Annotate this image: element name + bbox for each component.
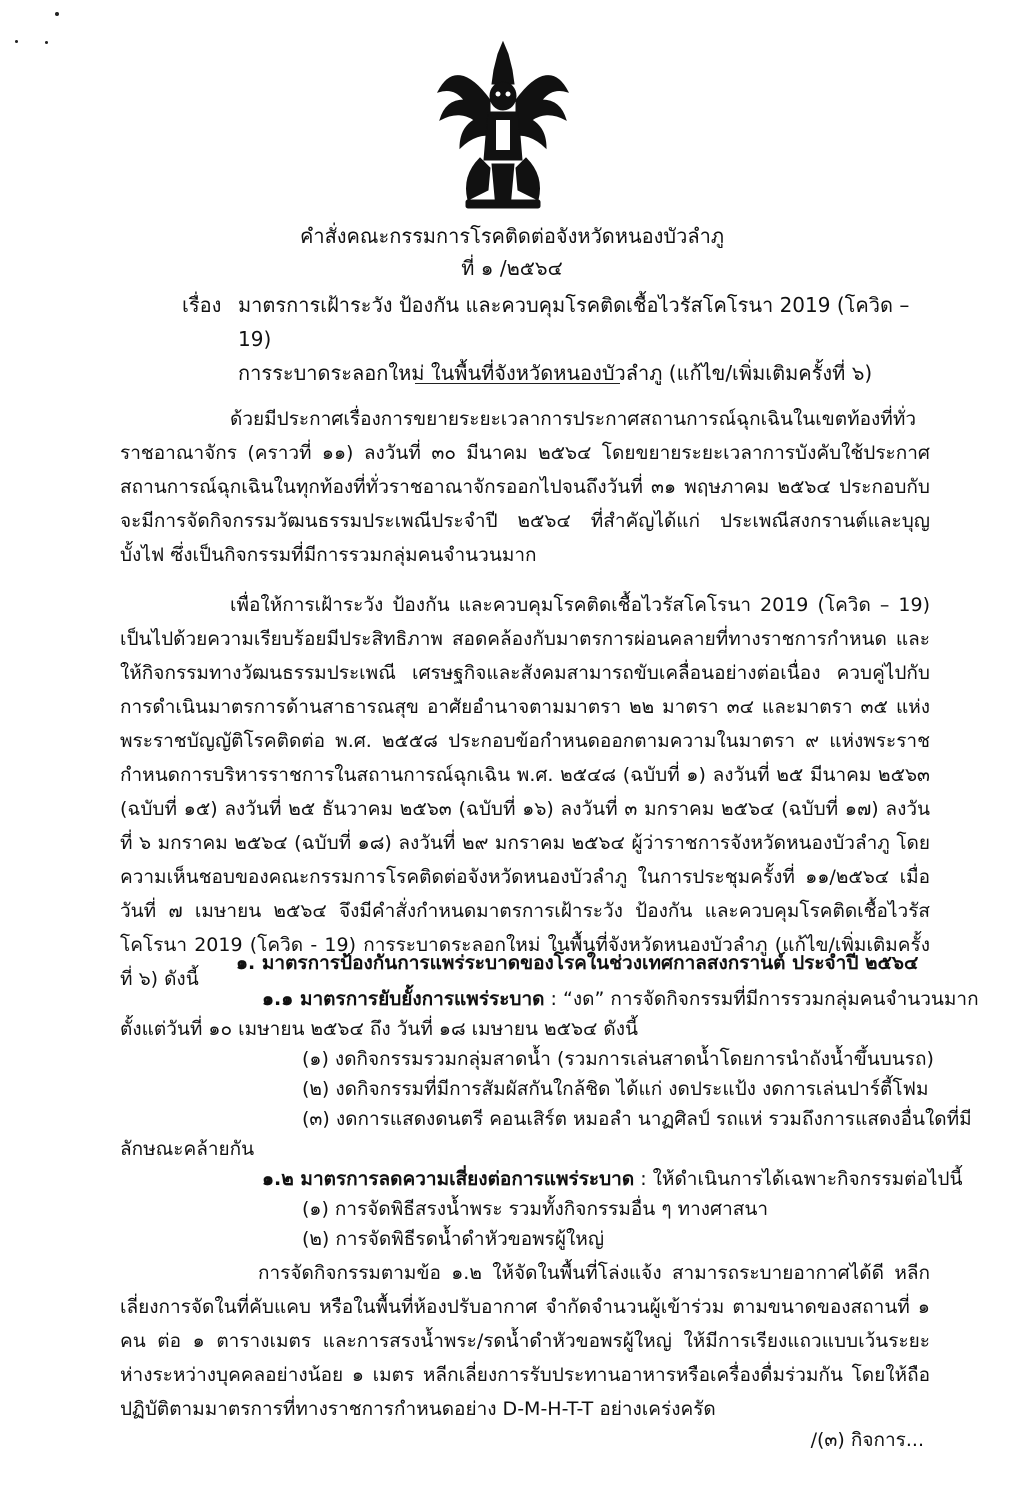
continuation-footer: /(๓) กิจการ...	[810, 1429, 924, 1451]
section-1-1-item-3: (๓) งดการแสดงดนตรี คอนเสิร์ต หมอลำ นาฏศิลป์ รถแห่ รวมถึงการแสดงอื่นใดที่มี	[302, 1108, 972, 1130]
section-1-2-text: : ให้ดำเนินการได้เฉพาะกิจกรรมต่อไปนี้	[634, 1168, 963, 1190]
document-number: ที่ ๑ /๒๕๖๔	[461, 256, 563, 280]
subject-block	[182, 288, 938, 390]
section-1-1-line-2: ตั้งแต่วันที่ ๑๐ เมษายน ๒๕๖๔ ถึง วันที่ ๑๘ เมษายน ๒๕๖๔ ดังนี้	[120, 1018, 639, 1040]
scan-speck	[45, 41, 48, 44]
scan-speck	[15, 40, 18, 43]
section-1-1-text: : “งด” การจัดกิจกรรมที่มีการรวมกลุ่มคนจำนวนมาก	[544, 988, 979, 1010]
document-title: คำสั่งคณะกรรมการโรคติดต่อจังหวัดหนองบัวลำภู	[299, 224, 725, 248]
paragraph-3: การจัดกิจกรรมตามข้อ ๑.๒ ให้จัดในพื้นที่โล่งแจ้ง สามารถระบายอากาศได้ดี หลีกเลี่ยงการจัดในที่คับแคบ หรือในพื้นที่ห้องปรับอากาศ จำกัดจำนวนผู้เข้าร่วม ตามขนาดของสถานที่ ๑ คน ต่อ ๑ ตารางเมตร และการสรงน้ำพระ/รดน้ำดำหัวขอพรผู้ใหญ่ ให้มีการเรียงแถวแบบเว้นระยะห่างระหว่างบุคคลอย่างน้อย ๑ เมตร หลีกเลี่ยงการรับประทานอาหารหรือเครื่องดื่มร่วมกัน โดยให้ถือปฏิบัติตามมาตรการที่ทางราชการกำหนดอย่าง D-M-H-T-T อย่างเคร่งครัด	[120, 1262, 930, 1420]
section-1-1-item-1: (๑) งดกิจกรรมรวมกลุ่มสาดน้ำ (รวมการเล่นสาดน้ำโดยการนำถังน้ำขึ้นบนรถ)	[302, 1048, 934, 1070]
scan-speck	[55, 12, 59, 16]
section-1-1-line-1	[262, 982, 979, 1016]
section-1-2-item-2: (๒) การจัดพิธีรดน้ำดำหัวขอพรผู้ใหญ่	[302, 1228, 605, 1250]
section-1-2-line	[262, 1162, 962, 1196]
paragraph-1: ด้วยมีประกาศเรื่องการขยายระยะเวลาการประกาศสถานการณ์ฉุกเฉินในเขตท้องที่ทั่วราชอาณาจักร (คราวที่ ๑๑) ลงวันที่ ๓๐ มีนาคม ๒๕๖๔ โดยขยายระยะเวลาการบังคับใช้ประกาศสถานการณ์ฉุกเฉินในทุกท้องที่ทั่วราชอาณาจักรออกไปจนถึงวันที่ ๓๑ พฤษภาคม ๒๕๖๔ ประกอบกับจะมีการจัดกิจกรรมวัฒนธรรมประเพณีประจำปี ๒๕๖๔ ที่สำคัญได้แก่ ประเพณีสงกรานต์และบุญบั้งไฟ ซึ่งเป็นกิจกรรมที่มีการรวมกลุ่มคนจำนวนมาก	[120, 408, 930, 566]
subject-line-1: มาตรการเฝ้าระวัง ป้องกัน และควบคุมโรคติดเชื้อไวรัสโคโรนา 2019 (โควิด – 19)	[238, 293, 910, 351]
section-1-1-item-3-cont: ลักษณะคล้ายกัน	[120, 1138, 255, 1160]
section-1-1-heading: ๑.๑ มาตรการยับยั้งการแพร่ระบาด	[262, 988, 545, 1010]
garuda-emblem-icon	[428, 40, 578, 215]
subject-line-2: การระบาดระลอกใหม่ ในพื้นที่จังหวัดหนองบัวลำภู (แก้ไข/เพิ่มเติมครั้งที่ ๖)	[238, 361, 873, 385]
subject-label: เรื่อง	[182, 293, 222, 317]
divider-line	[415, 383, 620, 384]
section-1-2-item-1: (๑) การจัดพิธีสรงน้ำพระ รวมทั้งกิจกรรมอื่น ๆ ทางศาสนา	[302, 1198, 769, 1220]
section-1-2-heading: ๑.๒ มาตรการลดความเสี่ยงต่อการแพร่ระบาด	[262, 1168, 635, 1190]
section-1-1-item-2: (๒) งดกิจกรรมที่มีการสัมผัสกันใกล้ชิด ได้แก่ งดประแป้ง งดการเล่นปาร์ตี้โฟม	[302, 1078, 929, 1100]
paragraph-2: เพื่อให้การเฝ้าระวัง ป้องกัน และควบคุมโรคติดเชื้อไวรัสโคโรนา 2019 (โควิด – 19) เป็นไปด้วยความเรียบร้อยมีประสิทธิภาพ สอดคล้องกับมาตรการผ่อนคลายที่ทางราชการกำหนด และให้กิจกรรมทางวัฒนธรรมประเพณี เศรษฐกิจและสังคมสามารถขับเคลื่อนอย่างต่อเนื่อง ควบคู่ไปกับการดำเนินมาตรการด้านสาธารณสุข อาศัยอำนาจตามมาตรา ๒๒ มาตรา ๓๔ และมาตรา ๓๕ แห่งพระราชบัญญัติโรคติดต่อ พ.ศ. ๒๕๕๘ ประกอบข้อกำหนดออกตามความในมาตรา ๙ แห่งพระราชกำหนดการบริหารราชการในสถานการณ์ฉุกเฉิน พ.ศ. ๒๕๔๘ (ฉบับที่ ๑) ลงวันที่ ๒๕ มีนาคม ๒๕๖๓ (ฉบับที่ ๑๕) ลงวันที่ ๒๕ ธันวาคม ๒๕๖๓ (ฉบับที่ ๑๖) ลงวันที่ ๓ มกราคม ๒๕๖๔ (ฉบับที่ ๑๗) ลงวันที่ ๖ มกราคม ๒๕๖๔ (ฉบับที่ ๑๘) ลงวันที่ ๒๙ มกราคม ๒๕๖๔ ผู้ว่าราชการจังหวัดหนองบัวลำภู โดยความเห็นชอบของคณะกรรมการโรคติดต่อจังหวัดหนองบัวลำภู ในการประชุมครั้งที่ ๑๑/๒๕๖๔ เมื่อวันที่ ๗ เมษายน ๒๕๖๔ จึงมีคำสั่งกำหนดมาตรการเฝ้าระวัง ป้องกัน และควบคุมโรคติดเชื้อไวรัสโคโรนา 2019 (โควิด - 19) การระบาดระลอกใหม่ ในพื้นที่จังหวัดหนองบัวลำภู (แก้ไข/เพิ่มเติมครั้งที่ ๖) ดังนี้	[120, 594, 930, 990]
section-1-heading: ๑. มาตรการป้องกันการแพร่ระบาดของโรคในช่วงเทศกาลสงกรานต์ ประจำปี ๒๕๖๔	[236, 952, 919, 974]
